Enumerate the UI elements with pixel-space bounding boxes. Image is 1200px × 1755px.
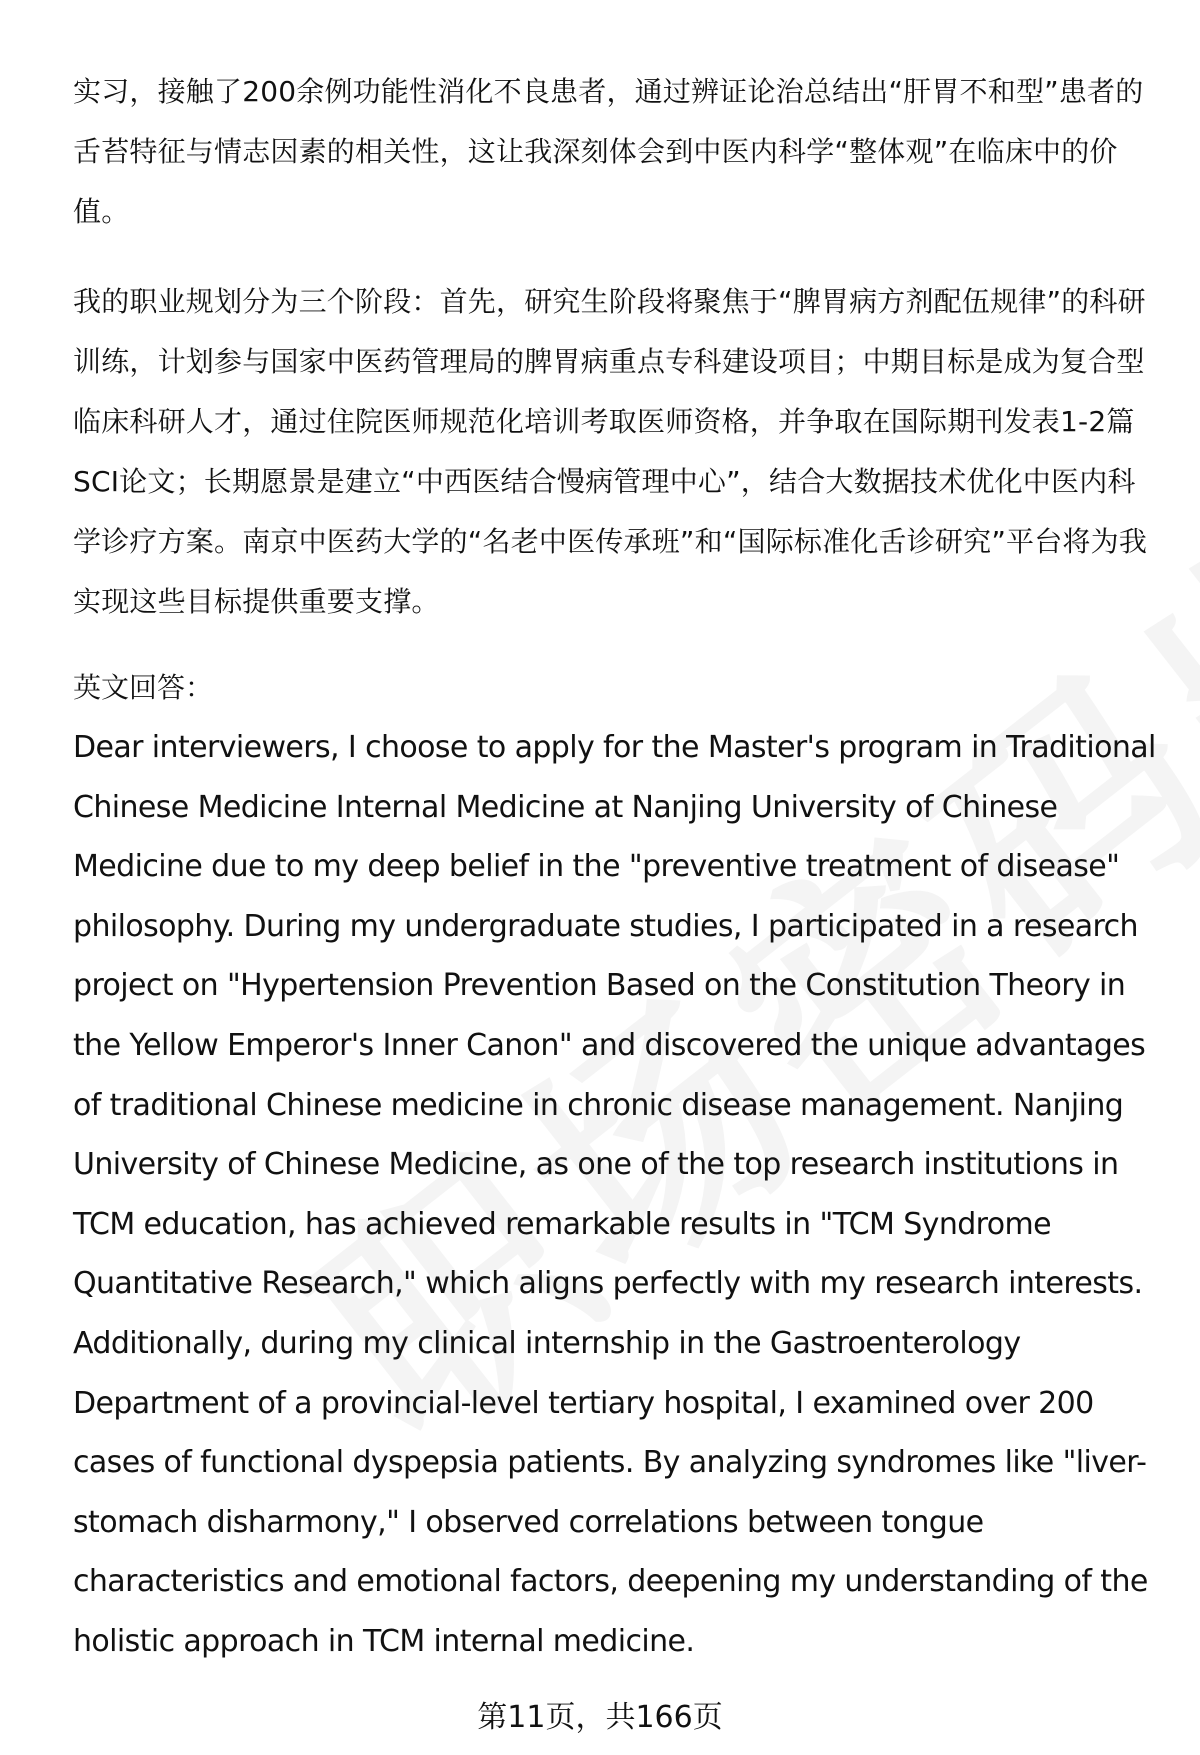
english-answer-paragraph: Dear interviewers, I choose to apply for the Master's program in Traditional Chinese Medicine Internal Medicine at Nanjing University of Chinese Medicine due to my deep belief in the "preventive treatment of disease" philosophy. During my undergraduate studies, I participated in a research project on "Hypertension Prevention Based on the Constitution Theory in the Yellow Emperor's Inner Canon" and discovered the unique advantages of traditional Chinese medicine in chronic disease management. Nanjing University of Chinese Medicine, as one of the top research institutions in TCM education, has achieved remarkable results in "TCM Syndrome Quantitative Research," which aligns perfectly with my research interests. Additionally, during my clinical internship in the Gastroenterology Department of a provincial-level tertiary hospital, I examined over 200 cases of functional dyspepsia patients. By analyzing syndromes like "liver-stomach disharmony," I observed correlations between tongue characteristics and emotional factors, deepening my understanding of the holistic approach in TCM internal medicine. [73,730,1156,1659]
page-number: 第11页，共166页 [477,1700,723,1735]
chinese-paragraph-internship: 实习，接触了200余例功能性消化不良患者，通过辨证论治总结出“肝胃不和型”患者的舌苔特征与情志因素的相关性，这让我深刻体会到中医内科学“整体观”在临床中的价值。 [73,75,1144,228]
page-content [73,62,1163,1672]
chinese-paragraph-career-plan: 我的职业规划分为三个阶段：首先，研究生阶段将聚焦于“脾胃病方剂配伍规律”的科研训练，计划参与国家中医药管理局的脾胃病重点专科建设项目；中期目标是成为复合型临床科研人才，通过住院医师规范化培训考取医师资格，并争取在国际期刊发表1-2篇SCI论文；长期愿景是建立“中西医结合慢病管理中心”，结合大数据技术优化中医内科学诊疗方案。南京中医药大学的“名老中医传承班”和“国际标准化舌诊研究”平台将为我实现这些目标提供重要支撑。 [73,285,1148,618]
english-answer-label: 英文回答： [73,671,214,704]
